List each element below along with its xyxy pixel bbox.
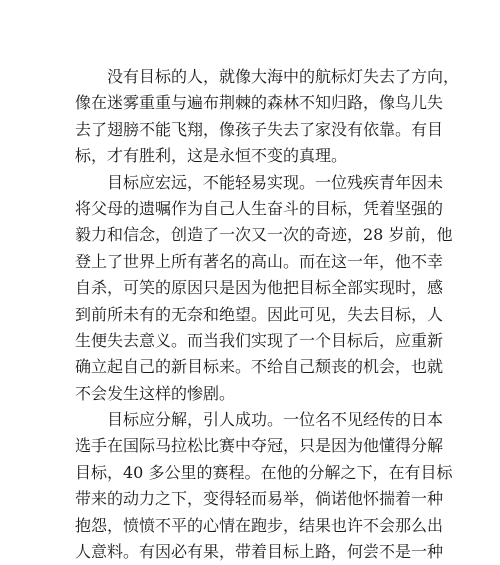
text-line: 生便失去意义。而当我们实现了一个目标后，应重新 [75,330,444,350]
text-line: 到前所未有的无奈和绝望。因此可见，失去目标，人 [75,304,444,324]
text-line: 自杀，可笑的原因只是因为他把目标全部实现时，感 [75,278,444,298]
paragraph-2 [75,170,453,408]
text-line: 将父母的遗嘱作为自己人生奋斗的目标，凭着坚强的 [75,198,444,218]
text-line: 选手在国际马拉松比赛中夺冠，只是因为他懂得分解 [75,436,444,456]
text-line: 登上了世界上所有著名的高山。而在这一年，他不幸 [75,251,444,271]
text-line: 目标，40 多公里的赛程。在他的分解之下，在有目标 [75,462,453,482]
text-line: 去了翅膀不能飞翔，像孩子失去了家没有依靠。有目 [75,119,444,139]
text-line: 标，才有胜利，这是永恒不变的真理。 [75,146,348,166]
text-line: 抱怨，愤愤不平的心情在跑步，结果也许不会那么出 [75,515,444,535]
text-line: 没有目标的人，就像大海中的航标灯失去了方向， [107,67,460,86]
text-line: 目标应分解，引人成功。一位名不见经传的日本 [107,410,444,430]
text-line: 人意料。有因必有果，带着目标上路，何尝不是一种 [75,542,444,562]
text-line: 不会发生这样的惨剧。 [75,383,236,403]
text-line: 带来的动力之下，变得轻而易举，倘诺他怀揣着一种 [75,489,444,509]
text-line: 毅力和信念，创造了一次又一次的奇迹，28 岁前，他 [75,225,453,245]
text-line: 确立起自己的新目标来。不给自己颓丧的机会，也就 [75,357,444,377]
paragraph-3 [75,407,453,565]
text-line: 目标应宏远，不能轻易实现。一位残疾青年因未 [107,172,444,192]
text-line: 像在迷雾重重与遍布荆棘的森林不知归路，像鸟儿失 [75,93,444,113]
paragraph-1 [75,64,460,170]
essay-body [75,64,460,565]
